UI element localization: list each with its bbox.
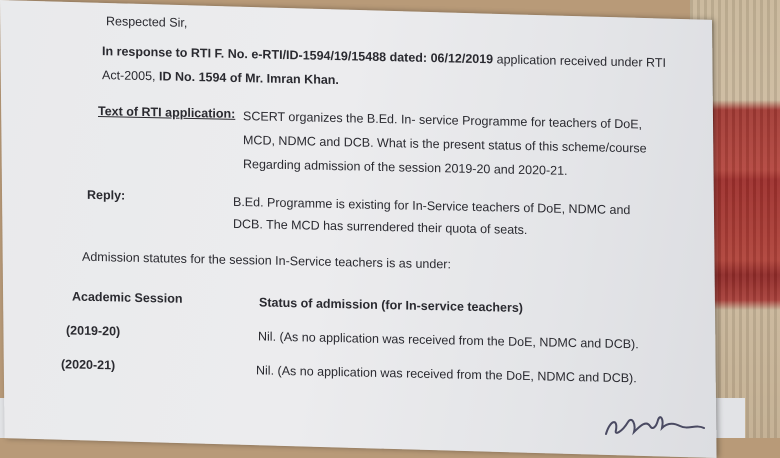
reply-heading: Reply: bbox=[87, 187, 126, 203]
table-row-2-status: Nil. (As no application was received from the DoE, NDMC and DCB). bbox=[256, 363, 637, 386]
table-header-session: Academic Session bbox=[72, 289, 183, 306]
table-row-1-session: (2019-20) bbox=[66, 323, 121, 339]
reference-number: In response to RTI F. No. e-RTI/ID-1594/19/15488 dated: 06/12/2019 bbox=[102, 44, 494, 67]
table-row-2-session: (2020-21) bbox=[61, 357, 116, 373]
reference-act: Act-2005, bbox=[102, 68, 159, 84]
reference-id: ID No. 1594 of Mr. Imran Khan. bbox=[158, 69, 339, 88]
rti-text-line-3: Regarding admission of the session 2019-20 and 2020-21. bbox=[243, 157, 568, 178]
rti-heading: Text of RTI application: bbox=[98, 104, 236, 121]
reference-line-2 bbox=[102, 68, 339, 87]
table-row-1-status: Nil. (As no application was received from the DoE, NDMC and DCB). bbox=[258, 329, 639, 352]
reply-line-1: B.Ed. Programme is existing for In-Service teachers of DoE, NDMC and bbox=[233, 194, 631, 218]
handwritten-signature bbox=[600, 408, 720, 438]
table-header-status: Status of admission (for In-service teachers) bbox=[259, 295, 523, 315]
reference-line-1 bbox=[102, 44, 666, 70]
reply-line-2: DCB. The MCD has surrendered their quota of seats. bbox=[233, 216, 528, 238]
statutes-line: Admission statutes for the session In-Service teachers is as under: bbox=[82, 249, 451, 272]
reference-line-1-rest: application received under RTI bbox=[493, 52, 666, 70]
rti-text-line-2: MCD, NDMC and DCB. What is the present status of this scheme/course bbox=[243, 133, 647, 156]
salutation: Respected Sir, bbox=[106, 14, 188, 30]
rti-text-line-1: SCERT organizes the B.Ed. In- service Programme for teachers of DoE, bbox=[243, 109, 643, 132]
